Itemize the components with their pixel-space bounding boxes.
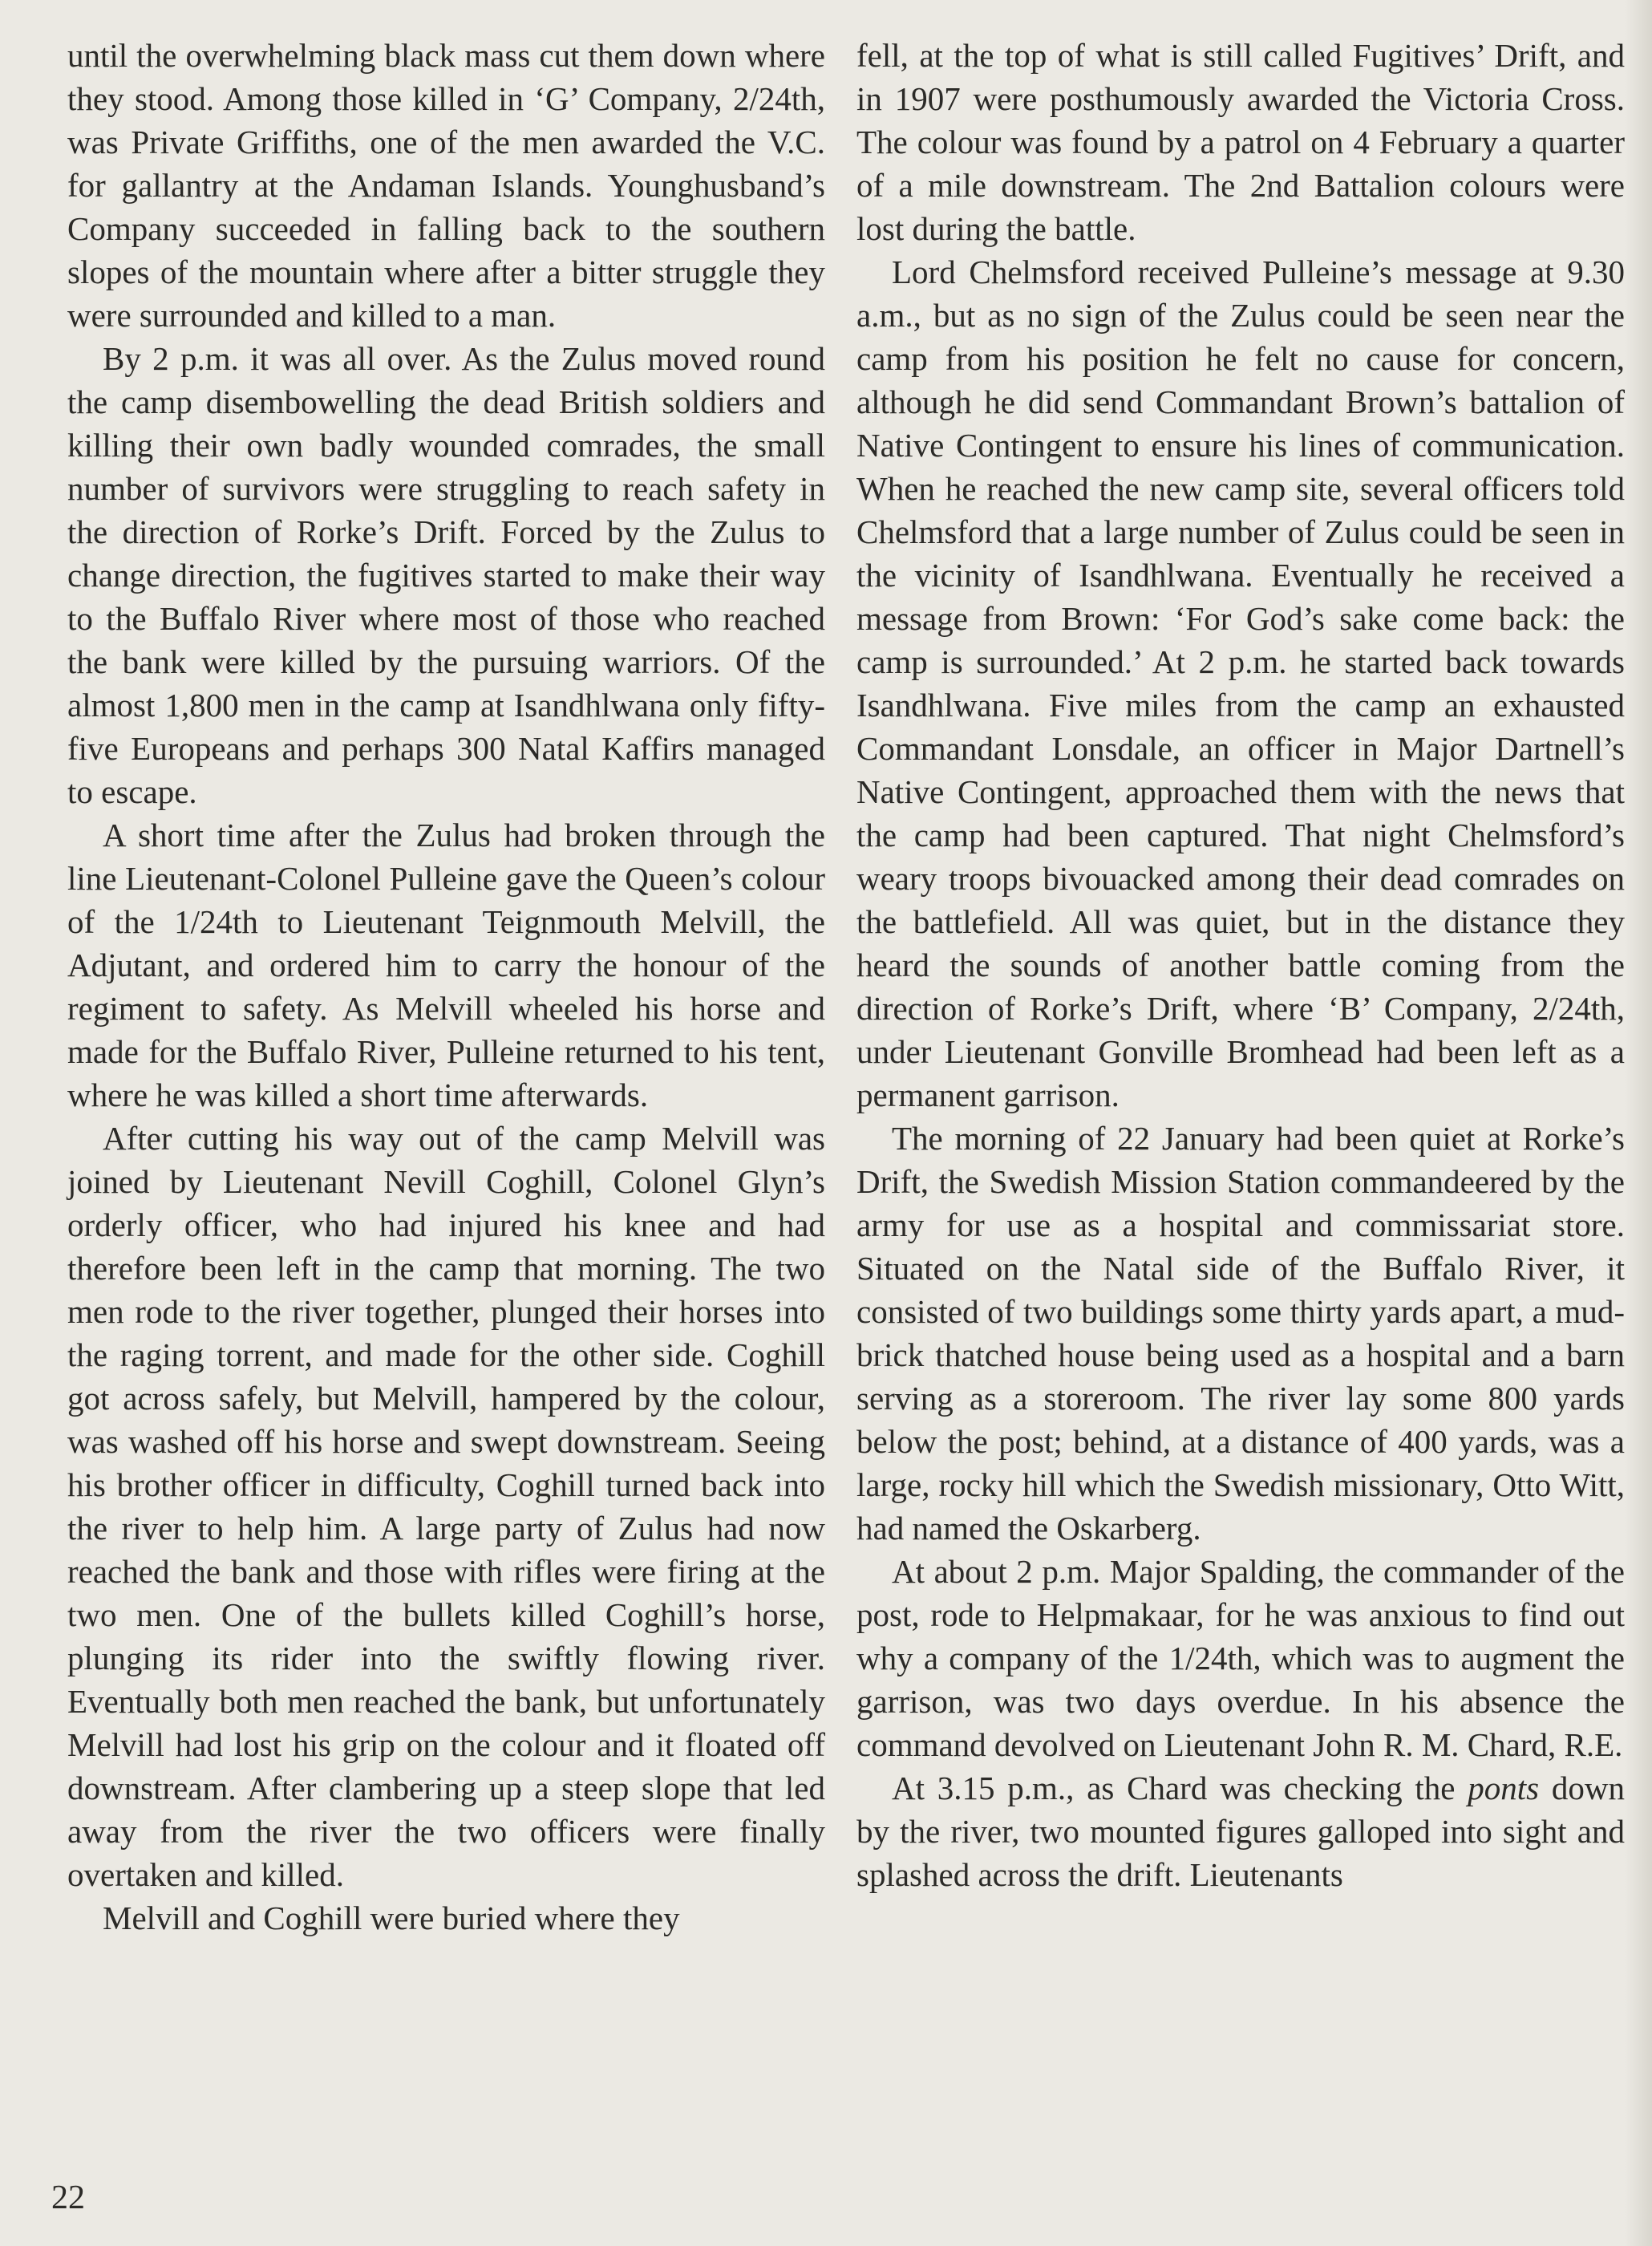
paragraph-with-italic [856,1766,1625,1896]
paragraph: until the overwhelming black mass cut them down where they stood. Among those killed in ‘G’ Company, 2/24th, was Private Griffiths, one of the men awarded the V.C. for gallantry at the Andaman Islands. Younghusband’s Company succeeded in falling back to the southern slopes of the mountain where after a bitter struggle they were surrounded and killed to a man. [67,37,825,334]
paragraph: Melvill and Coghill were buried where they [103,1899,680,1936]
text-segment: At 3.15 p.m., as Chard was checking the [892,1770,1456,1806]
text-segment: down by the river, two mounted figures galloped into sight and splashed across the drift. Lieutenants [856,1770,1626,1893]
paragraph: The morning of 22 January had been quiet at Rorke’s Drift, the Swedish Mission Station commandeered by the army for use as a hospital and commissariat store. Situated on the Natal side of the Buffalo River, it consisted of two buildings some thirty yards apart, a mud-brick thatched house being used as a hospital and a barn serving as a storeroom. The river lay some 800 yards below the post; behind, at a distance of 400 yards, was a large, rocky hill which the Swedish missionary, Otto Witt, had named the Oskarberg. [856,1120,1625,1547]
right-column [856,34,1625,1896]
paragraph: After cutting his way out of the camp Melvill was joined by Lieutenant Nevill Coghill, Colonel Glyn’s orderly officer, who had injured his knee and had therefore been left in the camp that morning. The two men rode to the river together, plunged their horses into the raging torrent, and made for the other side. Coghill got across safely, but Melvill, hampered by the colour, was washed off his horse and swept downstream. Seeing his brother officer in difficulty, Coghill turned back into the river to help him. A large party of Zulus had now reached the bank and those with rifles were firing at the two men. One of the bullets killed Coghill’s horse, plunging its rider into the swiftly flowing river. Eventually both men reached the bank, but unfortunately Melvill had lost his grip on the colour and it floated off downstream. After clambering up a steep slope that led away from the river the two officers were finally overtaken and killed. [67,1120,825,1893]
left-column [67,34,825,1940]
paragraph: Lord Chelmsford received Pulleine’s message at 9.30 a.m., but as no sign of the Zulus could be seen near the camp from his position he felt no cause for concern, although he did send Commandant Brown’s battalion of Native Contingent to ensure his lines of communication. When he reached the new camp site, several officers told Chelmsford that a large number of Zulus could be seen in the vicinity of Isandhlwana. Eventually he received a message from Brown: ‘For God’s sake come back: the camp is surrounded.’ At 2 p.m. he started back towards Isandhlwana. Five miles from the camp an exhausted Commandant Lonsdale, an officer in Major Dartnell’s Native Contingent, approached them with the news that the camp had been captured. That night Chelmsford’s weary troops bivouacked among their dead comrades on the battlefield. All was quiet, but in the distance they heard the sounds of another battle coming from the direction of Rorke’s Drift, where ‘B’ Company, 2/24th, under Lieutenant Gonville Bromhead had been left as a permanent garrison. [856,253,1625,1113]
italic-term: ponts [1468,1770,1540,1806]
paragraph: At about 2 p.m. Major Spalding, the commander of the post, rode to Helpmakaar, for he was anxious to find out why a company of the 1/24th, which was to augment the garrison, was two days overdue. In his absence the command devolved on Lieutenant John R. M. Chard, R.E. [856,1553,1625,1763]
paragraph: A short time after the Zulus had broken through the line Lieutenant-Colonel Pulleine gave the Queen’s colour of the 1/24th to Lieutenant Teignmouth Melvill, the Adjutant, and ordered him to carry the honour of the regiment to safety. As Melvill wheeled his horse and made for the Buffalo River, Pulleine returned to his tent, where he was killed a short time afterwards. [67,817,825,1113]
paragraph: fell, at the top of what is still called Fugitives’ Drift, and in 1907 were posthumously awarded the Victoria Cross. The colour was found by a patrol on 4 February a quarter of a mile downstream. The 2nd Battalion colours were lost during the battle. [856,37,1625,247]
page-edge-shadow [1625,0,1652,2246]
paragraph: By 2 p.m. it was all over. As the Zulus moved round the camp disembowelling the dead British soldiers and killing their own badly wounded comrades, the small number of survivors were struggling to reach safety in the direction of Rorke’s Drift. Forced by the Zulus to change direction, the fugitives started to make their way to the Buffalo River where most of those who reached the bank were killed by the pursuing warriors. Of the almost 1,800 men in the camp at Isandhlwana only fifty-five Europeans and perhaps 300 Natal Kaffirs managed to escape. [67,340,825,810]
page-number: 22 [51,2179,85,2216]
